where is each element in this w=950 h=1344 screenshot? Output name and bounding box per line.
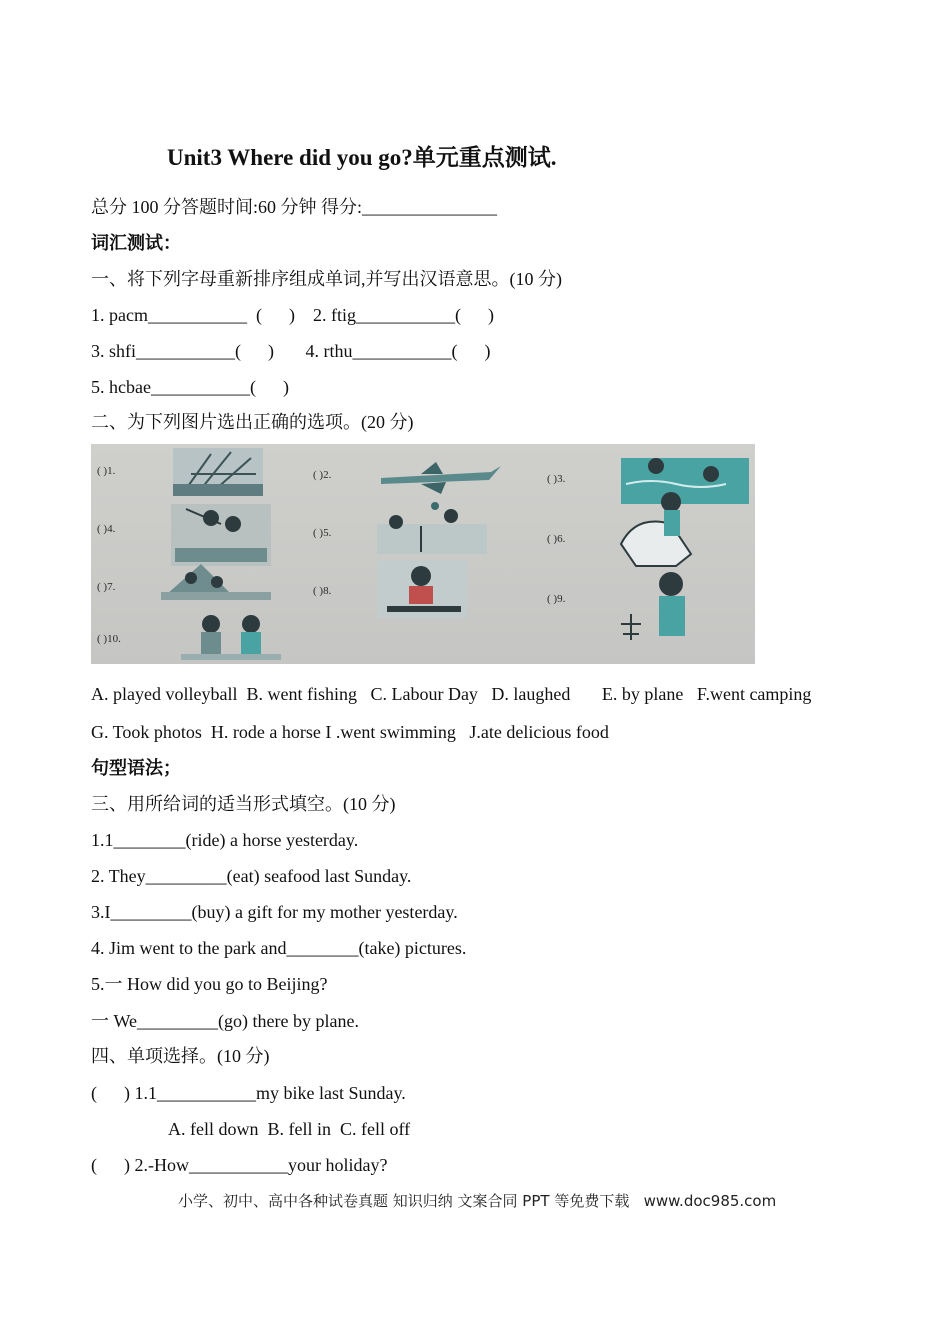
- q4-line: ( ) 1.1___________my bike last Sunday.: [91, 1083, 406, 1103]
- q1-line: 1. pacm___________ ( ) 2. ftig___________( ): [91, 305, 494, 325]
- grammar-heading: 句型语法；: [91, 758, 181, 778]
- q3-heading: 三、用所给词的适当形式填空。(10 分): [91, 794, 396, 814]
- footer-ad[interactable]: 小学、初中、高中各种试卷真题 知识归纳 文案合同 PPT 等免费下载 www.doc985.com: [178, 1192, 777, 1210]
- picture-label: ( )1.: [97, 465, 116, 477]
- picture-8-eating: [377, 560, 467, 618]
- picture-3-swimming: [621, 458, 749, 504]
- q4-options: A. fell down B. fell in C. fell off: [168, 1119, 411, 1139]
- vocab-heading: 词汇测试：: [91, 233, 181, 253]
- picture-1-fireworks: [173, 448, 263, 496]
- picture-label: ( )7.: [97, 581, 116, 593]
- page-title: Unit3 Where did you go?单元重点测试.: [167, 145, 557, 170]
- picture-label: ( )2.: [313, 469, 332, 481]
- q4-heading: 四、单项选择。(10 分): [91, 1046, 270, 1066]
- picture-label: ( )4.: [97, 523, 116, 535]
- q1-line: 5. hcbae___________( ): [91, 377, 289, 397]
- q2-options-line: A. played volleyball B. went fishing C. Labour Day D. laughed E. by plane F.went camping: [91, 684, 812, 704]
- q3-line: 一 We_________(go) there by plane.: [91, 1011, 359, 1031]
- q3-line: 3.I_________(buy) a gift for my mother yesterday.: [91, 902, 458, 922]
- picture-4-fishing: [171, 504, 271, 566]
- picture-7-camping: [161, 564, 271, 600]
- q3-line: 4. Jim went to the park and________(take) pictures.: [91, 938, 467, 958]
- picture-matching-photo: [91, 444, 755, 664]
- picture-2-plane: [381, 462, 501, 494]
- q2-options-line: G. Took photos H. rode a horse I .went swimming J.ate delicious food: [91, 722, 609, 742]
- picture-label: ( )5.: [313, 527, 332, 539]
- q3-line: 2. They_________(eat) seafood last Sunday.: [91, 866, 412, 886]
- picture-9-photo: [621, 572, 685, 640]
- q4-line: ( ) 2.-How___________your holiday?: [91, 1155, 388, 1175]
- picture-10-laughing: [181, 615, 281, 660]
- picture-label: ( )10.: [97, 633, 121, 645]
- picture-label: ( )9.: [547, 593, 566, 605]
- q1-line: 3. shfi___________( ) 4. rthu___________( ): [91, 341, 491, 361]
- picture-label: ( )3.: [547, 473, 566, 485]
- score-line: 总分 100 分答题时间:60 分钟 得分:_______________: [91, 197, 498, 217]
- q2-heading: 二、为下列图片选出正确的选项。(20 分): [91, 412, 414, 432]
- picture-label: ( )8.: [313, 585, 332, 597]
- q3-line: 1.1________(ride) a horse yesterday.: [91, 830, 359, 850]
- q1-heading: 一、将下列字母重新排序组成单词,并写出汉语意思。(10 分): [91, 269, 562, 289]
- picture-label: ( )6.: [547, 533, 566, 545]
- q3-line: 5.一 How did you go to Beijing?: [91, 974, 328, 994]
- picture-5-volleyball: [377, 502, 487, 554]
